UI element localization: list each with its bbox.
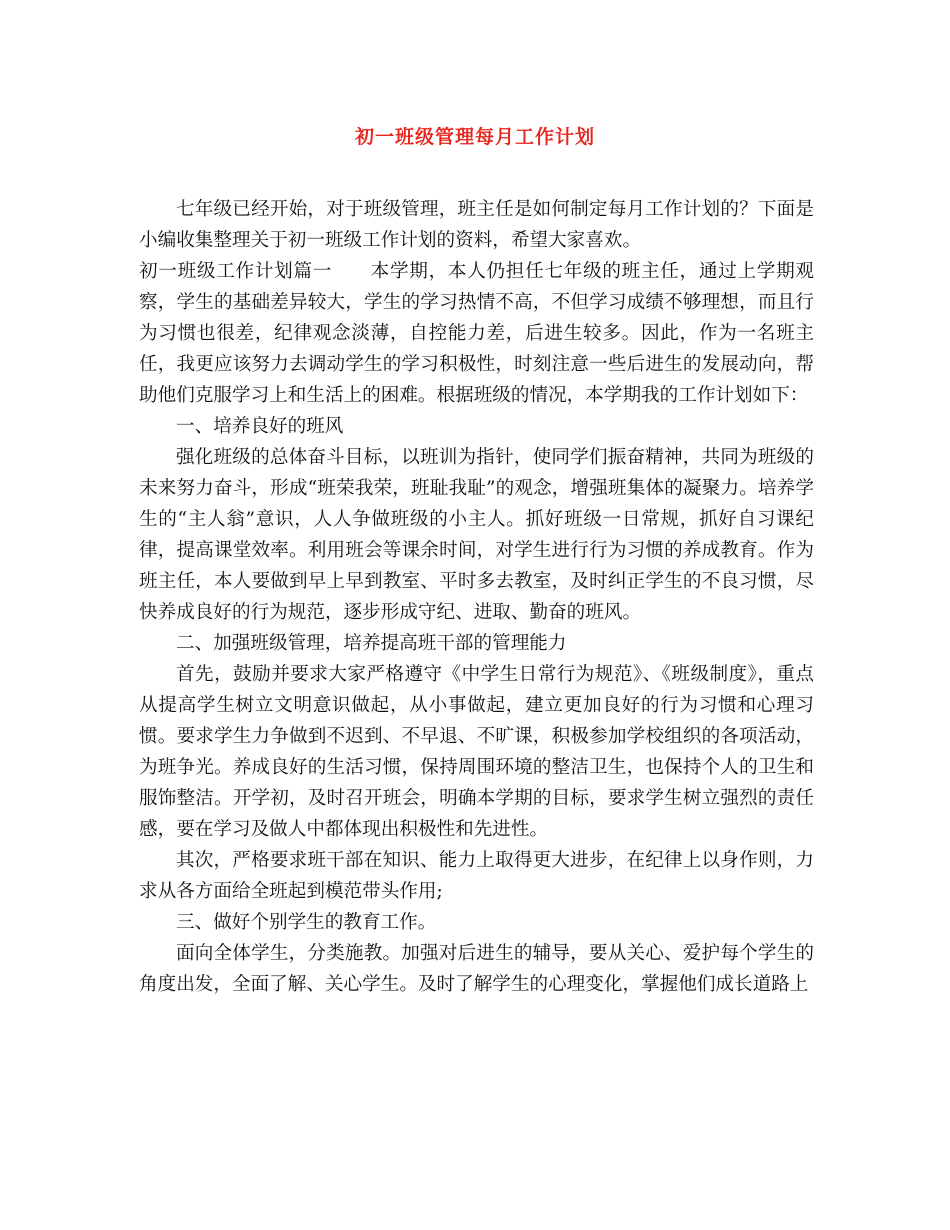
paragraph-plan-opening: 初一班级工作计划篇一 本学期，本人仍担任七年级的班主任，通过上学期观察，学生的基础差异较大，学生的学习热情不高，不但学习成绩不够理想，而且行为习惯也很差，纪律观念淡薄，自控能力差，后进生较多。因此，作为一名班主任，我更应该努力去调动学生的学习积极性，时刻注意一些后进生的发展动向，帮助他们克服学习上和生活上的困难。根据班级的情况，本学期我的工作计划如下：: [139, 261, 814, 406]
document-title: 初一班级管理每月工作计划: [354, 126, 595, 148]
section-heading-class-management: 二、加强班级管理，培养提高班干部的管理能力: [176, 633, 567, 654]
section-heading-class-spirit: 一、培养良好的班风: [176, 416, 344, 437]
paragraph-individual-education: 面向全体学生，分类施教。加强对后进生的辅导，要从关心、爱护每个学生的角度出发，全面了解、关心学生。及时了解学生的心理变化，掌握他们成长道路上: [139, 943, 814, 995]
paragraph-class-spirit: 强化班级的总体奋斗目标，以班训为指针，使同学们振奋精神，共同为班级的未来努力奋斗，形成“班荣我荣，班耻我耻”的观念，增强班集体的凝聚力。培养学生的“主人翁”意识，人人争做班级的小主人。抓好班级一日常规，抓好自习课纪律，提高课堂效率。利用班会等课余时间，对学生进行行为习惯的养成教育。作为班主任，本人要做到早上早到教室、平时多去教室，及时纠正学生的不良习惯，尽快养成良好的行为规范，逐步形成守纪、进取、勤奋的班风。: [139, 447, 814, 623]
paragraph-intro: 七年级已经开始，对于班级管理，班主任是如何制定每月工作计划的？下面是小编收集整理关于初一班级工作计划的资料，希望大家喜欢。: [139, 199, 814, 251]
paragraph-management-second: 其次，严格要求班干部在知识、能力上取得更大进步，在纪律上以身作则，力求从各方面给全班起到模范带头作用;: [139, 850, 814, 902]
paragraph-management-first: 首先，鼓励并要求大家严格遵守《中学生日常行为规范》、《班级制度》，重点从提高学生树立文明意识做起，从小事做起，建立更加良好的行为习惯和心理习惯。要求学生力争做到不迟到、不早退、不旷课，积极参加学校组织的各项活动，为班争光。养成良好的生活习惯，保持周围环境的整洁卫生，也保持个人的卫生和服饰整洁。开学初，及时召开班会，明确本学期的目标，要求学生树立强烈的责任感，要在学习及做人中都体现出积极性和先进性。: [139, 664, 814, 840]
section-heading-individual-education: 三、做好个别学生的教育工作。: [176, 912, 437, 933]
document-body: [139, 194, 814, 1000]
